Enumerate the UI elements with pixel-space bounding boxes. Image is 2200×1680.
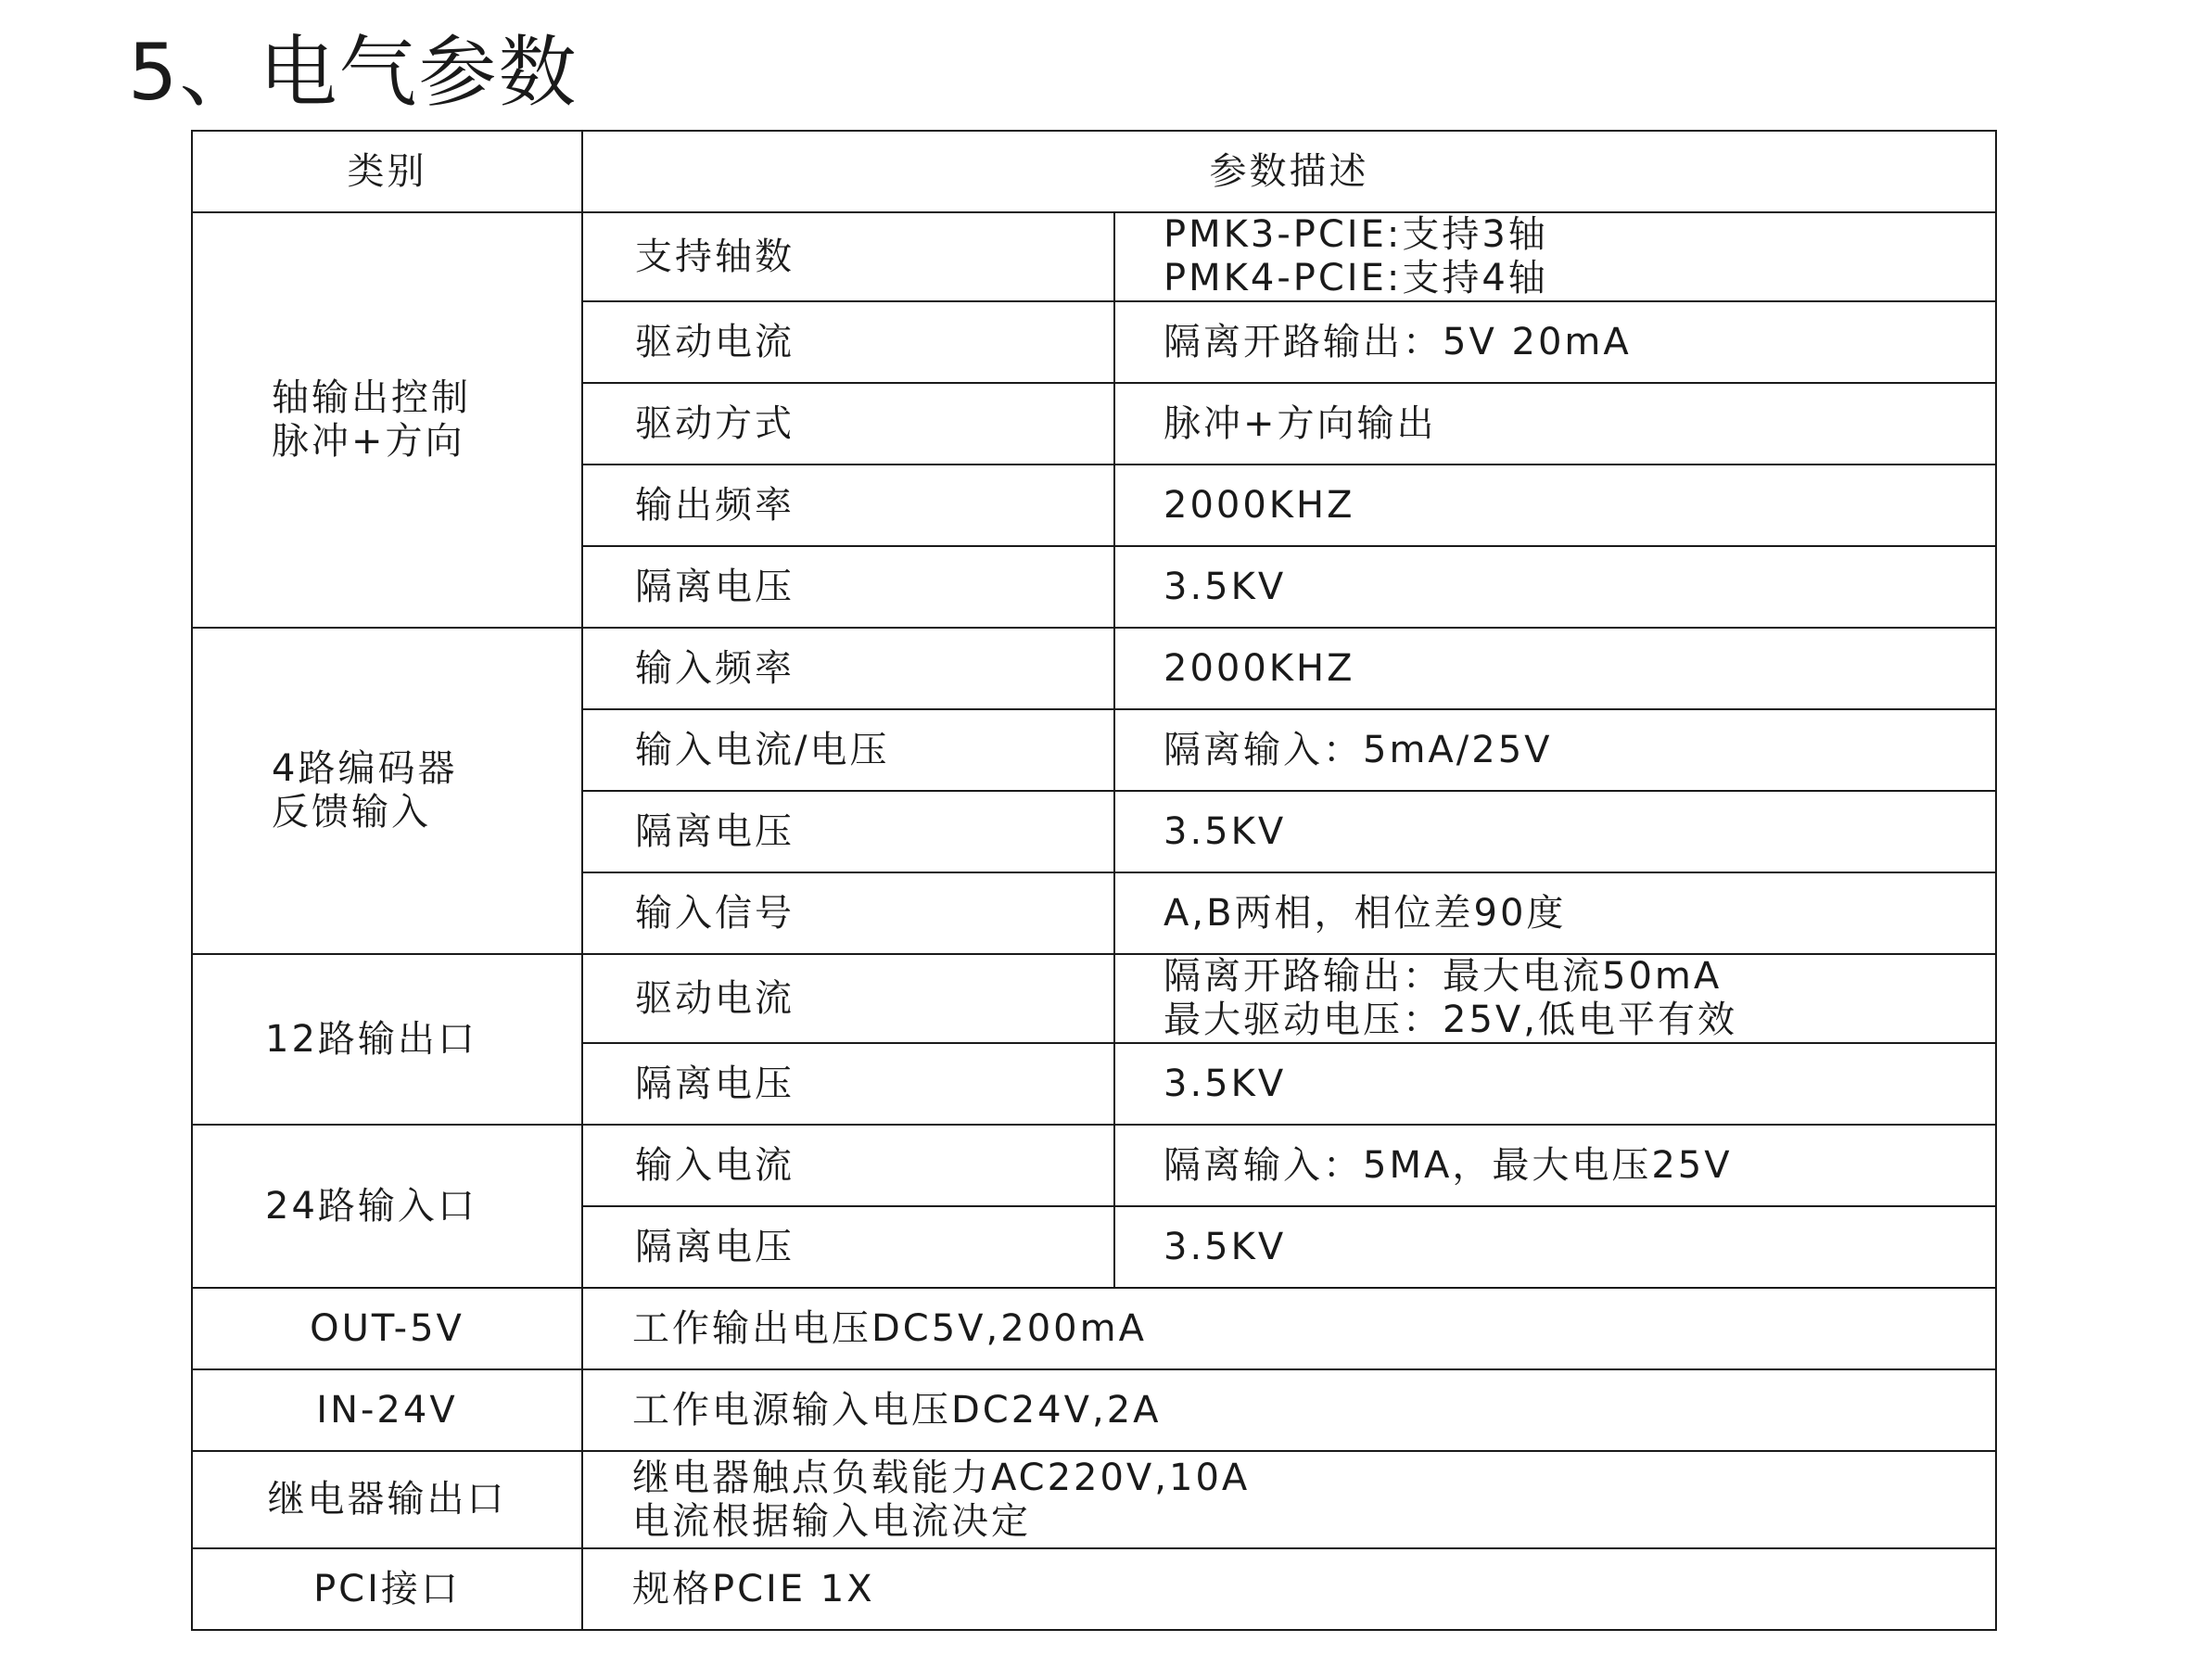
- parameter-value: [1114, 301, 1996, 383]
- table-row: [192, 1125, 1996, 1206]
- parameter-value-line: PMK3-PCIE:支持3轴: [1164, 213, 1548, 256]
- parameter-value-line: 脉冲+方向输出: [1164, 401, 1437, 445]
- category-cell: 继电器输出口: [192, 1451, 582, 1548]
- parameter-value: [1114, 628, 1996, 709]
- parameter-description: [582, 1288, 1996, 1369]
- category-label: 脉冲+方向: [272, 420, 465, 463]
- parameter-value-line: 隔离输入：5MA，最大电压25V: [1164, 1143, 1733, 1187]
- category-cell: OUT-5V: [192, 1288, 582, 1369]
- header-category: 类别: [192, 131, 582, 212]
- table-row: [192, 1451, 1996, 1548]
- category-cell: [192, 628, 582, 954]
- parameter-description-line: 工作电源输入电压DC24V,2A: [632, 1388, 1162, 1432]
- parameter-value-line: 2000KHZ: [1164, 483, 1355, 527]
- table-header-row: [192, 131, 1996, 212]
- category-label: 24路输入口: [265, 1184, 477, 1228]
- table-row: [192, 628, 1996, 709]
- page-title: 5、电气参数: [128, 27, 579, 118]
- parameter-value: [1114, 1043, 1996, 1125]
- category-cell: PCI接口: [192, 1548, 582, 1630]
- parameter-value: [1114, 465, 1996, 546]
- category-label: 12路输出口: [265, 1017, 477, 1061]
- parameter-name: 支持轴数: [582, 212, 1114, 301]
- parameter-description-line: 继电器触点负载能力AC220V,10A: [632, 1456, 1251, 1499]
- header-description: 参数描述: [582, 131, 1996, 212]
- category-label: 轴输出控制: [272, 376, 471, 419]
- parameter-description: [582, 1548, 1996, 1630]
- parameter-name: 驱动电流: [582, 301, 1114, 383]
- category-label: 4路编码器: [272, 747, 458, 790]
- parameter-value: [1114, 709, 1996, 791]
- parameter-description-line: 工作输出电压DC5V,200mA: [632, 1306, 1147, 1350]
- parameter-name: 输入电流: [582, 1125, 1114, 1206]
- parameter-value: [1114, 872, 1996, 954]
- parameter-description-line: 电流根据输入电流决定: [632, 1499, 1031, 1543]
- category-cell: IN-24V: [192, 1369, 582, 1451]
- parameter-name: 隔离电压: [582, 546, 1114, 628]
- parameter-value: [1114, 954, 1996, 1043]
- table-row: [192, 954, 1996, 1043]
- parameter-value-line: A,B两相，相位差90度: [1164, 891, 1567, 935]
- parameter-value-line: 2000KHZ: [1164, 646, 1355, 690]
- parameter-value-line: 3.5KV: [1164, 1225, 1287, 1268]
- table-row: [192, 1369, 1996, 1451]
- parameter-name: 输出频率: [582, 465, 1114, 546]
- parameter-value: [1114, 1125, 1996, 1206]
- parameter-value-line: 最大驱动电压：25V,低电平有效: [1164, 999, 1737, 1041]
- parameter-value-line: 隔离输入：5mA/25V: [1164, 728, 1553, 771]
- category-cell: [192, 212, 582, 628]
- parameter-value-line: 隔离开路输出：5V 20mA: [1164, 320, 1632, 363]
- parameter-name: 驱动方式: [582, 383, 1114, 465]
- parameter-description: [582, 1451, 1996, 1548]
- parameter-description-line: 规格PCIE 1X: [632, 1567, 875, 1610]
- parameter-value-line: 3.5KV: [1164, 565, 1287, 608]
- parameter-value-line: 3.5KV: [1164, 809, 1287, 853]
- parameter-name: 输入频率: [582, 628, 1114, 709]
- parameter-value: [1114, 1206, 1996, 1288]
- parameter-name: 输入信号: [582, 872, 1114, 954]
- category-label: 反馈输入: [272, 791, 431, 834]
- parameter-name: 输入电流/电压: [582, 709, 1114, 791]
- table-row: [192, 212, 1996, 301]
- table-row: [192, 1548, 1996, 1630]
- parameter-description: [582, 1369, 1996, 1451]
- parameter-value-line: 3.5KV: [1164, 1062, 1287, 1105]
- parameter-value: [1114, 383, 1996, 465]
- parameter-name: 隔离电压: [582, 1043, 1114, 1125]
- category-cell: [192, 954, 582, 1125]
- category-cell: [192, 1125, 582, 1288]
- parameter-name: 隔离电压: [582, 1206, 1114, 1288]
- parameter-value-line: PMK4-PCIE:支持4轴: [1164, 257, 1548, 299]
- parameter-name: 驱动电流: [582, 954, 1114, 1043]
- electrical-params-table: [191, 130, 1997, 1631]
- parameter-value: [1114, 212, 1996, 301]
- table-row: [192, 1288, 1996, 1369]
- parameter-value: [1114, 791, 1996, 872]
- parameter-value: [1114, 546, 1996, 628]
- parameter-value-line: 隔离开路输出：最大电流50mA: [1164, 955, 1723, 998]
- parameter-name: 隔离电压: [582, 791, 1114, 872]
